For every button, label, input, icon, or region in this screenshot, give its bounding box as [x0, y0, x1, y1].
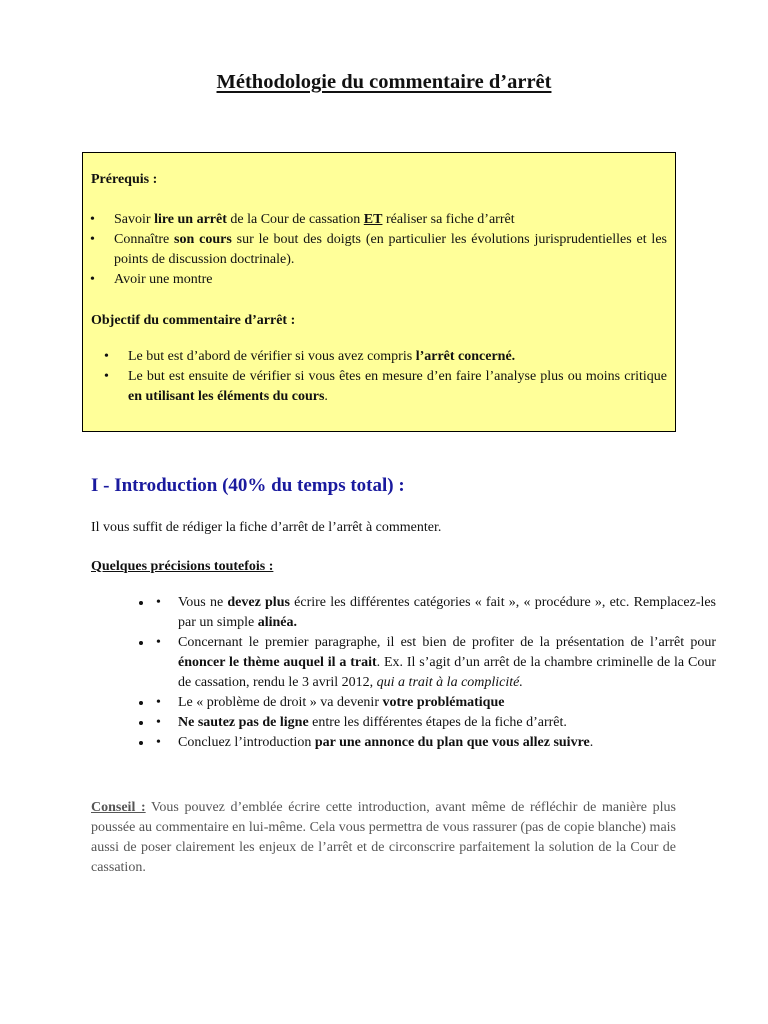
list-item: • Le but est d’abord de vérifier si vous avez compris l’arrêt concerné. — [102, 347, 667, 367]
list-item: • Savoir lire un arrêt de la Cour de cassation ET réaliser sa fiche d’arrêt — [88, 210, 667, 230]
prerequisites-box — [82, 152, 676, 432]
precisions-list — [113, 593, 716, 753]
list-item: • • Concluez l’introduction par une annonce du plan que vous allez suivre. — [153, 733, 716, 753]
list-item: • • Vous ne devez plus écrire les différentes catégories « fait », « procédure », etc. Remplacez-les par un simple alinéa. — [153, 593, 716, 633]
list-item: • Avoir une montre — [88, 270, 667, 290]
list-item: • • Le « problème de droit » va devenir votre problématique — [153, 693, 716, 713]
objectif-heading: Objectif du commentaire d’arrêt : — [91, 313, 296, 328]
page-title: Méthodologie du commentaire d’arrêt — [216, 71, 552, 93]
tip-paragraph — [91, 798, 676, 878]
list-item: • • Ne sautez pas de ligne entre les différentes étapes de la fiche d’arrêt. — [153, 713, 716, 733]
tip-label: Conseil : — [91, 800, 146, 815]
prerequis-list — [88, 210, 667, 290]
list-item: • Le but est ensuite de vérifier si vous êtes en mesure d’en faire l’analyse plus ou moins critique en utilisant les éléments du cours. — [102, 367, 667, 407]
intro-paragraph: Il vous suffit de rédiger la fiche d’arrêt de l’arrêt à commenter. — [91, 520, 442, 535]
list-item: • • Concernant le premier paragraphe, il est bien de profiter de la présentation de l’arrêt pour énoncer le thème auquel il a trait. Ex. Il s’agit d’un arrêt de la chambre criminelle de la Cour de cassation, rendu le 3 avril 2012, qui a trait à la complicité. — [153, 633, 716, 693]
section-title: I - Introduction (40% du temps total) : — [91, 475, 405, 496]
tip-text: Vous pouvez d’emblée écrire cette introduction, avant même de réfléchir de manière plus poussée au commentaire en lui-même. Cela vous permettra de vous rassurer (pas de copie blanche) mais aussi de poser clairement les enjeux de l’arrêt et de circonscrire parfaitement la solution de la Cour de cassation. — [91, 800, 677, 875]
objectif-list — [102, 347, 667, 407]
prerequis-heading: Prérequis : — [91, 172, 158, 187]
subheading: Quelques précisions toutefois : — [91, 559, 274, 574]
list-item: • Connaître son cours sur le bout des doigts (en particulier les évolutions jurisprudentielles et les points de discussion doctrinale). — [88, 230, 667, 270]
